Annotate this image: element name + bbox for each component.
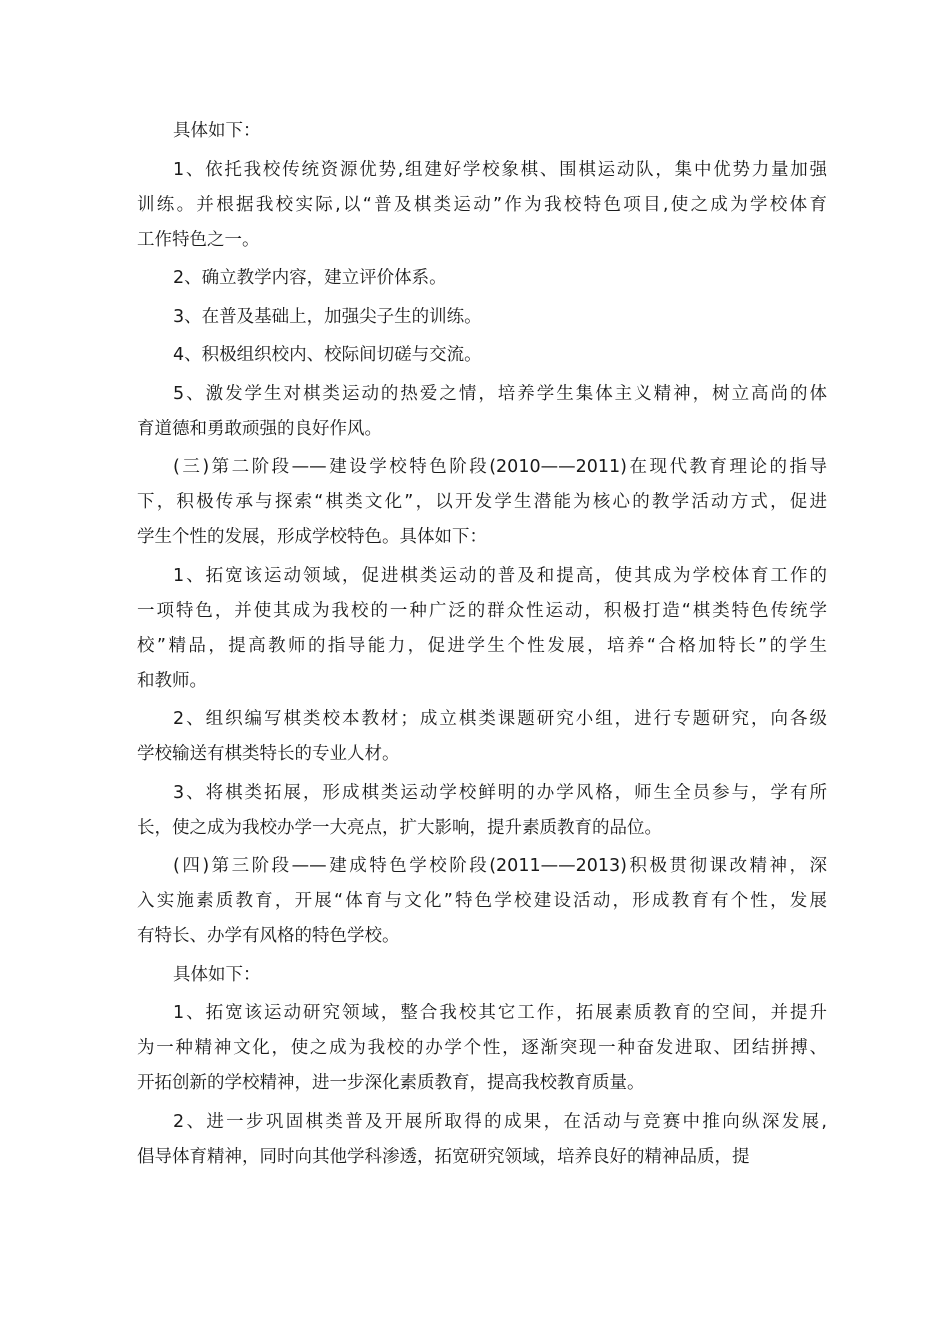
paragraph-p3 [137, 261, 827, 296]
text-line: 5、激发学生对棋类运动的热爱之情，培养学生集体主义精神，树立高尚的体 [173, 383, 827, 404]
text-line: 有特长、办学有风格的特色学校。 [137, 926, 400, 946]
paragraph-p1 [137, 114, 827, 149]
paragraph-p2 [137, 153, 827, 258]
paragraph-p8 [137, 559, 827, 699]
paragraph-p7 [137, 450, 827, 555]
text-line: 下，积极传承与探索“棋类文化”，以开发学生潜能为核心的教学活动方式，促进 [137, 492, 827, 512]
text-line: 学生个性的发展，形成学校特色。具体如下： [137, 527, 487, 547]
text-line: 为一种精神文化，使之成为我校的办学个性，逐渐突现一种奋发进取、团结拼搏、 [137, 1038, 827, 1058]
text-line: 1、依托我校传统资源优势,组建好学校象棋、围棋运动队，集中优势力量加强 [173, 159, 827, 180]
text-line: 2、组织编写棋类校本教材；成立棋类课题研究小组，进行专题研究，向各级 [173, 709, 827, 729]
text-line: 训练。并根据我校实际,以“普及棋类运动”作为我校特色项目,使之成为学校体育 [137, 194, 827, 215]
text-line: 一项特色，并使其成为我校的一种广泛的群众性运动，积极打造“棋类特色传统学 [137, 600, 827, 621]
text-line: 倡导体育精神，同时向其他学科渗透，拓宽研究领域，培养良好的精神品质，提 [137, 1146, 750, 1167]
paragraph-p12 [137, 958, 827, 993]
paragraph-p14 [137, 1105, 827, 1175]
text-line: 入实施素质教育，开展“体育与文化”特色学校建设活动，形成教育有个性，发展 [137, 891, 827, 911]
text-line: 1、拓宽该运动领域，促进棋类运动的普及和提高，使其成为学校体育工作的 [173, 565, 827, 586]
text-line: 3、在普及基础上，加强尖子生的训练。 [173, 306, 482, 327]
paragraph-p9 [137, 702, 827, 772]
text-line: 育道德和勇敢顽强的良好作风。 [137, 418, 382, 439]
text-line: (三)第二阶段——建设学校特色阶段(2010——2011)在现代教育理论的指导 [173, 457, 827, 477]
text-line: 工作特色之一。 [137, 229, 260, 250]
paragraph-p13 [137, 996, 827, 1101]
paragraph-p5 [137, 338, 827, 373]
text-line: (四)第三阶段——建成特色学校阶段(2011——2013)积极贯彻课改精神，深 [173, 856, 827, 876]
text-line: 校”精品，提高教师的指导能力，促进学生个性发展，培养“合格加特长”的学生 [137, 635, 827, 656]
document-body [137, 114, 827, 1178]
paragraph-p11 [137, 849, 827, 954]
paragraph-p4 [137, 300, 827, 335]
text-line: 具体如下： [173, 964, 261, 985]
text-line: 3、将棋类拓展，形成棋类运动学校鲜明的办学风格，师生全员参与，学有所 [173, 782, 827, 803]
paragraph-p6 [137, 377, 827, 447]
paragraph-p10 [137, 776, 827, 846]
text-line: 长，使之成为我校办学一大亮点，扩大影响，提升素质教育的品位。 [137, 817, 662, 838]
text-line: 1、拓宽该运动研究领域，整合我校其它工作，拓展素质教育的空间，并提升 [173, 1003, 827, 1023]
text-line: 和教师。 [137, 670, 207, 691]
text-line: 2、确立教学内容，建立评价体系。 [173, 268, 447, 288]
text-line: 2、进一步巩固棋类普及开展所取得的成果，在活动与竞赛中推向纵深发展, [173, 1111, 827, 1132]
text-line: 4、积极组织校内、校际间切磋与交流。 [173, 345, 482, 365]
text-line: 具体如下： [173, 121, 261, 141]
text-line: 学校输送有棋类特长的专业人材。 [137, 744, 400, 764]
text-line: 开拓创新的学校精神，进一步深化素质教育，提高我校教育质量。 [137, 1073, 645, 1093]
